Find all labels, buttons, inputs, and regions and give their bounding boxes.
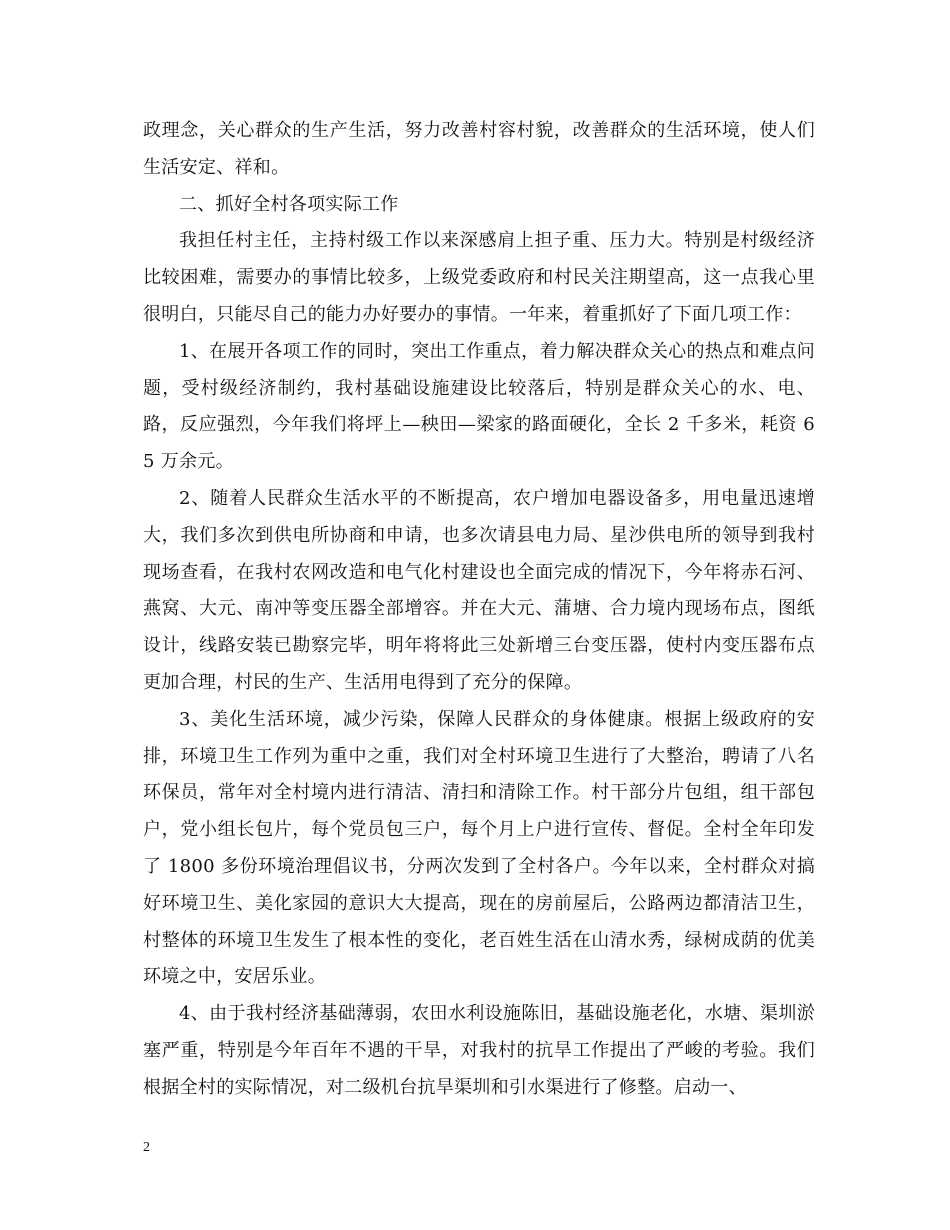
document-body: [143, 113, 815, 1107]
paragraph-item-1: 1、在展开各项工作的同时，突出工作重点，着力解决群众关心的热点和难点问题，受村级经济制约，我村基础设施建设比较落后，特别是群众关心的水、电、路，反应强烈，今年我们将坪上—秧田—梁家的路面硬化，全长 2 千多米，耗资 65 万余元。: [143, 340, 815, 473]
paragraph-intro-continuation: 政理念，关心群众的生产生活，努力改善村容村貌，改善群众的生活环境，使人们生活安定、祥和。: [143, 120, 815, 178]
paragraph-item-4: 4、由于我村经济基础薄弱，农田水利设施陈旧，基础设施老化，水塘、渠圳淤塞严重，特别是今年百年不遇的干旱，对我村的抗旱工作提出了严峻的考验。我们根据全村的实际情况，对二级机台抗旱渠圳和引水渠进行了修整。启动一、: [143, 1003, 815, 1098]
section-heading: 二、抓好全村各项实际工作: [179, 193, 399, 215]
paragraph-overview: 我担任村主任，主持村级工作以来深感肩上担子重、压力大。特别是村级经济比较困难，需要办的事情比较多，上级党委政府和村民关注期望高，这一点我心里很明白，只能尽自己的能力办好要办的事情。一年来，着重抓好了下面几项工作：: [143, 230, 815, 325]
page-number: 2: [143, 1140, 150, 1155]
paragraph-item-2: 2、随着人民群众生活水平的不断提高，农户增加电器设备多，用电量迅速增大，我们多次到供电所协商和申请，也多次请县电力局、星沙供电所的领导到我村现场查看，在我村农网改造和电气化村建设也全面完成的情况下，今年将赤石河、燕窝、大元、南冲等变压器全部增容。并在大元、蒲塘、合力境内现场布点，图纸设计，线路安装已勘察完毕，明年将将此三处新增三台变压器，使村内变压器布点更加合理，村民的生产、生活用电得到了充分的保障。: [143, 487, 815, 693]
paragraph-item-3: 3、美化生活环境，减少污染，保障人民群众的身体健康。根据上级政府的安排，环境卫生工作列为重中之重，我们对全村环境卫生进行了大整治，聘请了八名环保员，常年对全村境内进行清洁、清扫和清除工作。村干部分片包组，组干部包户，党小组长包片，每个党员包三户，每个月上户进行宣传、督促。全村全年印发了 1800 多份环境治理倡议书，分两次发到了全村各户。今年以来，全村群众对搞好环境卫生、美化家园的意识大大提高，现在的房前屋后，公路两边都清洁卫生，村整体的环境卫生发生了根本性的变化，老百姓生活在山清水秀，绿树成荫的优美环境之中，安居乐业。: [143, 708, 815, 988]
